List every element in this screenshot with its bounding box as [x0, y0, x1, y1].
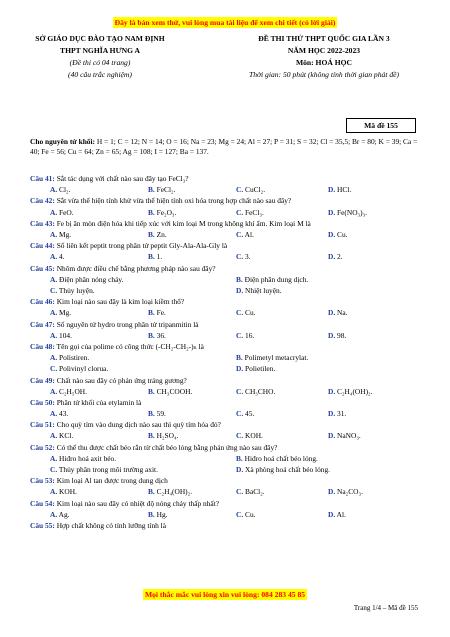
page-count-note: (Đề thi có 04 trang)	[69, 58, 131, 67]
department-name: SỞ GIÁO DỤC ĐÀO TẠO NAM ĐỊNH	[35, 34, 165, 43]
question-stem: Số liên kết peptit trong phân tử peptit Gly-Ala-Ala-Gly là	[54, 241, 228, 251]
option-text: FeO.	[57, 207, 74, 217]
answer-option	[236, 251, 251, 262]
answer-option	[50, 285, 95, 296]
school-year: NĂM HỌC 2022-2023	[287, 46, 361, 55]
answer-option	[50, 486, 77, 497]
question-item	[30, 442, 425, 476]
answer-option	[50, 184, 70, 195]
answer-option	[236, 408, 254, 419]
answer-option	[148, 509, 168, 520]
answer-option	[236, 184, 265, 195]
answer-option	[236, 330, 254, 341]
question-stem: Sắt vừa thể hiện tính khử vừa thể hiện tính oxi hóa trong hợp chất nào sau đây?	[54, 196, 292, 206]
option-letter: D.	[328, 487, 336, 497]
question-item	[30, 520, 425, 531]
question-item	[30, 475, 425, 497]
answer-option	[236, 363, 275, 374]
answer-option	[236, 229, 254, 240]
option-letter: D.	[328, 431, 336, 441]
exam-header	[0, 33, 450, 123]
question-number: Câu 53:	[30, 476, 55, 486]
answer-option	[328, 307, 348, 318]
option-text: Thủy luyện.	[57, 285, 95, 295]
question-number: Câu 43:	[30, 218, 55, 228]
option-text: CH₃CHO.	[243, 386, 276, 396]
option-letter: C.	[236, 308, 244, 318]
answer-option	[236, 285, 282, 296]
option-letter: D.	[328, 409, 336, 419]
answer-option	[148, 486, 192, 497]
question-text	[30, 173, 425, 184]
option-text: NaNO₃.	[335, 431, 361, 441]
answer-option	[328, 330, 346, 341]
options-row	[30, 363, 425, 374]
question-number: Câu 42:	[30, 196, 55, 206]
option-letter: B.	[148, 252, 155, 262]
option-letter: A.	[50, 409, 58, 419]
question-number: Câu 55:	[30, 521, 55, 531]
question-number: Câu 52:	[30, 442, 55, 452]
question-number: Câu 45:	[30, 263, 55, 273]
option-letter: B.	[148, 308, 155, 318]
answer-option	[50, 386, 87, 397]
option-text: Điện phân dung dịch.	[242, 274, 309, 284]
option-text: 1.	[154, 252, 163, 262]
option-letter: A.	[50, 185, 58, 195]
option-text: Zn.	[154, 229, 167, 239]
question-item	[30, 240, 425, 262]
option-text: Cu.	[243, 308, 256, 318]
question-text	[30, 375, 425, 386]
option-text: Hiđro hoá chất béo lỏng.	[242, 453, 318, 463]
question-item	[30, 263, 425, 297]
options-row	[30, 229, 425, 240]
preview-banner	[0, 12, 450, 30]
option-letter: C.	[236, 509, 244, 519]
question-item	[30, 195, 425, 217]
option-letter: D.	[328, 509, 336, 519]
option-text: 45.	[243, 409, 255, 419]
option-letter: C.	[236, 252, 244, 262]
question-stem: Kim loại nào sau đây là kim loại kiềm thổ?	[54, 297, 185, 307]
option-letter: B.	[236, 353, 243, 363]
option-text: C₂H₄(OH)₂.	[335, 386, 373, 396]
answer-option	[50, 251, 65, 262]
option-text: Hg.	[154, 509, 168, 519]
question-stem: Chất nào sau đây có phản ứng tráng gương?	[54, 375, 187, 385]
answer-option	[328, 229, 348, 240]
option-letter: B.	[148, 185, 155, 195]
option-letter: D.	[328, 308, 336, 318]
question-stem: Nhôm được điều chế bằng phương pháp nào sau đây?	[54, 263, 216, 273]
atomic-masses-values: H = 1; C = 12; N = 14; O = 16; Na = 23; Mg = 24; Al = 27; P = 31; S = 32; Cl = 35,5; Br = 80; K = 39; Ca = 40; Fe = 56; Cu = 64; Zn = 65; Ag = 108; I = 127; Ba = 137.	[30, 137, 418, 156]
question-stem: Phân tử khối của etylamin là	[54, 397, 142, 407]
answer-option	[148, 330, 166, 341]
option-text: KCl.	[57, 431, 74, 441]
question-list	[30, 173, 425, 531]
option-letter: B.	[148, 207, 155, 217]
options-row	[30, 486, 425, 497]
question-number: Câu 47:	[30, 319, 55, 329]
subject: Môn: HOÁ HỌC	[295, 58, 353, 67]
question-item	[30, 173, 425, 195]
answer-option	[236, 274, 308, 285]
question-number: Câu 50:	[30, 397, 55, 407]
option-text: BaCl₂.	[243, 487, 265, 497]
option-letter: B.	[148, 386, 155, 396]
option-letter: D.	[236, 364, 244, 374]
answer-option	[148, 184, 175, 195]
atomic-masses	[30, 137, 422, 157]
option-letter: C.	[50, 364, 58, 374]
answer-option	[148, 307, 166, 318]
answer-option	[236, 453, 318, 464]
option-letter: D.	[328, 386, 336, 396]
question-text	[30, 475, 425, 486]
question-number: Câu 41:	[30, 174, 55, 183]
answer-option	[148, 430, 178, 441]
question-stem: Kim loại Al tan được trong dung dịch	[54, 476, 168, 486]
question-stem: Sắt tác dụng với chất nào sau đây tạo FeCl₃?	[54, 174, 189, 183]
option-letter: D.	[328, 330, 336, 340]
option-text: CH₃COOH.	[154, 386, 193, 396]
option-text: Polivinyl clorua.	[57, 364, 109, 374]
option-letter: B.	[148, 487, 155, 497]
answer-option	[236, 352, 308, 363]
option-text: Polistiren.	[57, 353, 90, 363]
question-stem: Có thể thu được chất béo rắn từ chất béo lỏng bằng phản ứng nào sau đây?	[54, 442, 278, 452]
option-text: Fe(NO₃)₃.	[335, 207, 368, 217]
option-letter: D.	[236, 285, 244, 295]
option-letter: D.	[328, 185, 336, 195]
answer-option	[50, 229, 71, 240]
answer-option	[50, 453, 116, 464]
question-stem: Cho quỳ tím vào dung dịch nào sau thì quỳ tím hóa đỏ?	[54, 420, 221, 430]
option-letter: A.	[50, 509, 58, 519]
options-row	[30, 285, 425, 296]
option-text: Cu.	[335, 229, 348, 239]
question-text	[30, 263, 425, 274]
answer-option	[148, 251, 162, 262]
option-text: 31.	[335, 409, 347, 419]
option-text: Al.	[335, 509, 346, 519]
question-stem: Số nguyên tử hydro trong phân tử tripanmitin là	[54, 319, 199, 329]
option-text: 16.	[243, 330, 255, 340]
option-letter: B.	[148, 431, 155, 441]
option-letter: D.	[328, 207, 336, 217]
answer-option	[328, 251, 343, 262]
question-item	[30, 419, 425, 441]
option-text: Mg.	[57, 229, 72, 239]
question-text	[30, 195, 425, 206]
option-letter: D.	[328, 252, 336, 262]
option-letter: C.	[236, 386, 244, 396]
option-text: 36.	[154, 330, 166, 340]
option-letter: A.	[50, 353, 58, 363]
contact-note	[0, 590, 450, 599]
option-text: Ag.	[57, 509, 70, 519]
question-text	[30, 397, 425, 408]
option-text: KOH.	[243, 431, 263, 441]
option-letter: A.	[50, 386, 58, 396]
option-text: KOH.	[57, 487, 77, 497]
options-row	[30, 509, 425, 520]
option-letter: D.	[236, 465, 244, 475]
question-number: Câu 54:	[30, 498, 55, 508]
option-text: Hiđro hoá axit béo.	[57, 453, 117, 463]
answer-option	[50, 408, 68, 419]
question-item	[30, 319, 425, 341]
answer-option	[328, 408, 346, 419]
option-text: FeCl₃.	[243, 207, 264, 217]
option-text: Fe.	[154, 308, 166, 318]
option-letter: C.	[236, 330, 244, 340]
question-text	[30, 442, 425, 453]
answer-option	[328, 430, 361, 441]
question-item	[30, 218, 425, 240]
option-text: 98.	[335, 330, 347, 340]
option-letter: B.	[148, 229, 155, 239]
question-number: Câu 48:	[30, 341, 55, 351]
options-row	[30, 464, 425, 475]
answer-option	[236, 207, 264, 218]
options-row	[30, 408, 425, 419]
question-number: Câu 49:	[30, 375, 55, 385]
answer-option	[50, 274, 123, 285]
options-row	[30, 453, 425, 464]
page-number: Trang 1/4 – Mã đề 155	[353, 604, 418, 612]
answer-option	[328, 207, 367, 218]
question-item	[30, 341, 425, 375]
question-text	[30, 296, 425, 307]
time-limit: Thời gian: 50 phút (không tính thời gian phát đề)	[248, 70, 400, 79]
answer-option	[236, 509, 256, 520]
option-text: Polimetyl metacrylat.	[242, 353, 309, 363]
question-number: Câu 44:	[30, 241, 55, 251]
options-row	[30, 184, 425, 195]
option-letter: A.	[50, 487, 58, 497]
question-number: Câu 51:	[30, 420, 55, 430]
option-letter: B.	[236, 274, 243, 284]
options-row	[30, 386, 425, 397]
preview-banner-text: Đây là bản xem thử, vui lòng mua tài liệu để xem chi tiết (có lời giải)	[114, 18, 336, 27]
question-number: Câu 46:	[30, 297, 55, 307]
answer-option	[50, 330, 72, 341]
option-text: 4.	[57, 252, 65, 262]
header-left	[0, 33, 200, 81]
option-letter: C.	[236, 229, 244, 239]
question-stem: Tên gọi của polime có công thức (-CH₂-CH₂-)ₙ là	[54, 341, 204, 351]
answer-option	[328, 486, 363, 497]
options-row	[30, 251, 425, 262]
question-text	[30, 520, 425, 531]
options-row	[30, 207, 425, 218]
answer-option	[236, 386, 275, 397]
option-letter: C.	[236, 487, 244, 497]
option-letter: B.	[148, 330, 155, 340]
option-letter: C.	[50, 285, 58, 295]
option-text: C₂H₅OH.	[57, 386, 87, 396]
question-count-note: (40 câu trắc nghiệm)	[68, 70, 132, 79]
option-text: Fe₂O₃.	[154, 207, 177, 217]
atomic-masses-label: Cho nguyên tử khối:	[30, 137, 96, 146]
option-text: FeCl₂.	[154, 185, 176, 195]
question-text	[30, 419, 425, 430]
option-letter: A.	[50, 330, 58, 340]
question-item	[30, 296, 425, 318]
option-text: Thủy phân trong môi trường axit.	[57, 465, 158, 475]
option-letter: C.	[236, 207, 244, 217]
option-text: 2.	[335, 252, 343, 262]
option-letter: B.	[236, 453, 243, 463]
option-text: 59.	[154, 409, 166, 419]
options-row	[30, 352, 425, 363]
contact-note-text: Mọi thắc mắc vui lòng xin vui lòng: 084 283 45 85	[144, 590, 306, 599]
option-letter: D.	[328, 229, 336, 239]
answer-option	[236, 307, 256, 318]
answer-option	[328, 509, 346, 520]
option-letter: A.	[50, 252, 58, 262]
options-row	[30, 307, 425, 318]
answer-option	[50, 363, 108, 374]
question-text	[30, 319, 425, 330]
option-text: HCl.	[335, 185, 352, 195]
options-row	[30, 430, 425, 441]
option-letter: A.	[50, 207, 58, 217]
question-text	[30, 498, 425, 509]
question-item	[30, 375, 425, 397]
option-letter: C.	[236, 409, 244, 419]
option-text: Na₂CO₃.	[335, 487, 363, 497]
option-text: CuCl₂.	[243, 185, 266, 195]
question-text	[30, 341, 425, 352]
question-text	[30, 218, 425, 229]
option-text: Nhiệt luyện.	[243, 285, 282, 295]
answer-option	[236, 464, 330, 475]
header-right	[198, 33, 450, 81]
answer-option	[148, 408, 166, 419]
question-stem: Fe bị ăn mòn điện hóa khi tiếp xúc với kim loại M trong không khí ẩm. Kim loại M là	[54, 218, 311, 228]
option-text: Điện phân nóng chảy.	[57, 274, 124, 284]
answer-option	[50, 307, 71, 318]
question-stem: Hợp chất không có tính lưỡng tính là	[54, 521, 167, 531]
exam-code-box: Mã đề 155	[346, 118, 416, 133]
option-letter: B.	[148, 509, 155, 519]
option-letter: A.	[50, 308, 58, 318]
option-text: Mg.	[57, 308, 72, 318]
answer-option	[50, 509, 70, 520]
question-text	[30, 240, 425, 251]
school-name: THPT NGHĨA HƯNG A	[60, 46, 140, 55]
option-text: Na.	[335, 308, 348, 318]
answer-option	[50, 430, 73, 441]
option-text: 104.	[57, 330, 72, 340]
question-item	[30, 498, 425, 520]
option-letter: C.	[50, 465, 58, 475]
option-text: 3.	[243, 252, 251, 262]
answer-option	[148, 229, 167, 240]
option-text: Cu.	[243, 509, 256, 519]
option-letter: C.	[236, 431, 244, 441]
option-letter: A.	[50, 453, 58, 463]
option-text: Cl₂.	[57, 185, 71, 195]
option-letter: A.	[50, 274, 58, 284]
answer-option	[236, 430, 263, 441]
question-stem: Kim loại nào sau đây có nhiệt độ nóng chảy thấp nhất?	[54, 498, 220, 508]
option-text: C₂H₄(OH)₂.	[154, 487, 193, 497]
option-text: Al.	[243, 229, 254, 239]
option-letter: A.	[50, 229, 58, 239]
answer-option	[50, 464, 158, 475]
answer-option	[236, 486, 265, 497]
options-row	[30, 330, 425, 341]
option-letter: B.	[148, 409, 155, 419]
option-text: H₂SO₄.	[154, 431, 179, 441]
option-text: 43.	[57, 409, 69, 419]
answer-option	[148, 386, 192, 397]
option-text: Xà phòng hoá chất béo lỏng.	[243, 465, 331, 475]
answer-option	[148, 207, 176, 218]
options-row	[30, 274, 425, 285]
answer-option	[328, 386, 372, 397]
answer-option	[50, 352, 89, 363]
exam-title: ĐỀ THI THỬ THPT QUỐC GIA LẦN 3	[258, 34, 390, 43]
question-item	[30, 397, 425, 419]
answer-option	[328, 184, 351, 195]
option-text: Polietilen.	[243, 364, 276, 374]
answer-option	[50, 207, 74, 218]
option-letter: C.	[236, 185, 244, 195]
option-letter: A.	[50, 431, 58, 441]
